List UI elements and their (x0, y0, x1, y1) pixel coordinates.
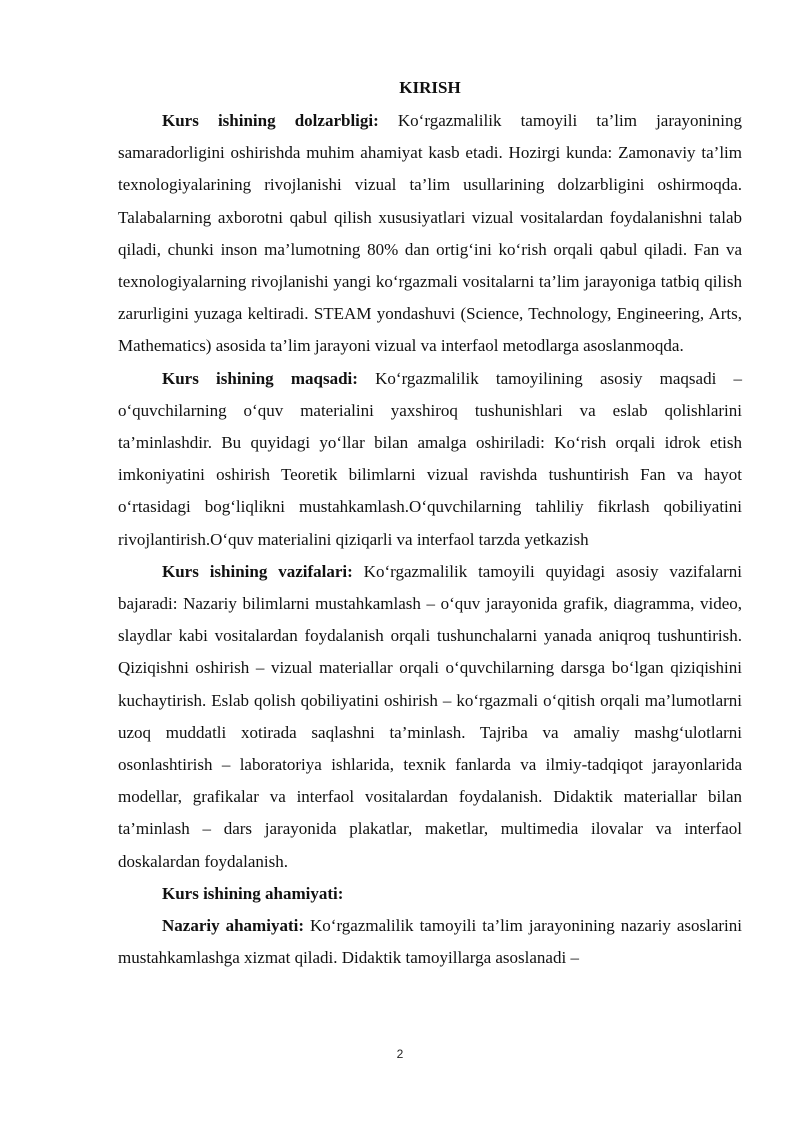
section-heading: Kurs ishining ahamiyati: (162, 883, 344, 903)
paragraph-text: Ko‘rgazmalilik tamoyili ta’lim jarayonining nazariy asoslarini mustahkamlashga xizmat qiladi. Didaktik tamoyillarga asoslanadi – (118, 916, 742, 968)
paragraph-tasks (118, 556, 742, 878)
paragraph-text: Ko‘rgazmalilik tamoyili quyidagi asosiy vazifalarni bajaradi: Nazariy bilimlarni mustahkamlash – o‘quv jarayonida grafik, diagramma, video, slaydlar kabi vositalardan foydalanish orqali tushunchalarni yanada aniqroq tushuntirish. Qiziqishni oshirish – vizual materiallar orqali o‘quvchilarning darsga bo‘lgan qiziqishini kuchaytirish. Eslab qolish qobiliyatini oshirish – ko‘rgazmali o‘qitish orqali ma’lumotlarni uzoq muddatli xotirada saqlashni ta’minlash. Tajriba va amaliy mashg‘ulotlarni osonlashtirish – laboratoriya ishlarida, texnik fanlarda va ilmiy-tadqiqot jarayonlarida modellar, grafikalar va interfaol vositalardan foydalanish. Didaktik materiallar bilan ta’minlash – dars jarayonida plakatlar, maketlar, multimedia ilovalar va interfaol doskalardan foydalanish. (118, 561, 743, 871)
paragraph-label: Kurs ishining vazifalari: (162, 561, 353, 581)
paragraph-text: Ko‘rgazmalilik tamoyilining asosiy maqsadi – o‘quvchilarning o‘quv materialini yaxshiroq tushunishlari va eslab qolishlarini ta’minlashdir. Bu quyidagi yo‘llar bilan amalga oshiriladi: Ko‘rish orqali idrok etish imkoniyatini oshirish Teoretik bilimlarni vizual ravishda tushuntirish Fan va hayot o‘rtasidagi bog‘liqlikni mustahkamlash.O‘quvchilarning tahliliy fikrlash qobiliyatini rivojlantirish.O‘quv materialini qiziqarli va interfaol tarzda yetkazish (118, 368, 742, 549)
paragraph-goal (118, 363, 742, 556)
page-title: KIRISH (399, 78, 461, 97)
paragraph-label: Kurs ishining maqsadi: (162, 368, 358, 388)
page-number: 2 (396, 1047, 404, 1061)
paragraph-relevance (118, 105, 742, 363)
paragraph-label: Nazariy ahamiyati: (162, 916, 304, 936)
paragraph-label: Kurs ishining dolzarbligi: (162, 111, 379, 130)
page-content (118, 72, 742, 974)
paragraph-text: Ko‘rgazmalilik tamoyili ta’lim jarayonining samaradorligini oshirishda muhim ahamiyat kasb etadi. Hozirgi kunda: Zamonaviy ta’lim texnologiyalarining rivojlanishi vizual ta’lim usullarining dolzarbligini oshirmoqda. Talabalarning axborotni qabul qilish xususiyatlari vizual vositalardan foydalanishni talab qiladi, chunki inson ma’lumotning 80% dan ortig‘ini ko‘rish orqali qabul qiladi. Fan va texnologiyalarning rivojlanishi yangi ko‘rgazmali vositalarni ta’lim jarayoniga tatbiq qilish zarurligini yuzaga keltiradi. STEAM yondashuvi (Science, Technology, Engineering, Arts, Mathematics) asosida ta’lim jarayoni vizual va interfaol metodlarga asoslanmoqda. (118, 111, 742, 356)
paragraph-theoretical (118, 910, 742, 974)
